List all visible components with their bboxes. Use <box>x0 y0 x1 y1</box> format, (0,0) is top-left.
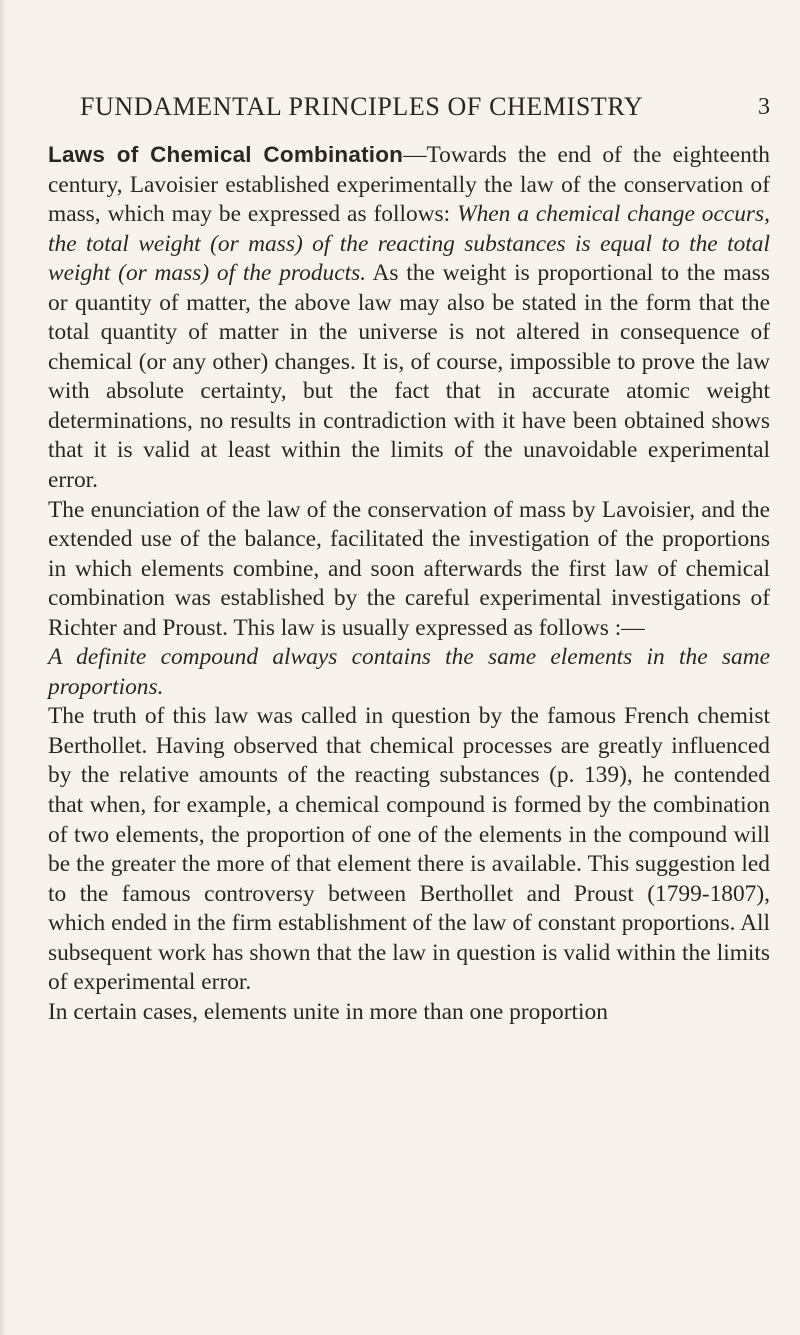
paragraph-conservation-of-mass <box>48 140 770 496</box>
section-heading: Laws of Chemical Combination <box>48 142 404 167</box>
law-statement: or mass <box>217 230 295 257</box>
running-title: FUNDAMENTAL PRINCIPLES OF CHEMISTRY <box>80 92 644 121</box>
binding-shadow <box>0 0 6 1335</box>
law-statement: ) of the reacting substances is equal to the total weight ( <box>48 230 770 287</box>
law-statement: When a chemical change occurs, the total weight ( <box>48 201 770 257</box>
law-statement: ) of the products. <box>201 260 367 287</box>
paragraph-berthollet: The truth of this law was called in question by the famous French chemist Berthollet. Having observed that chemical processes are greatly influenced by the relative amounts of the reacting substances (p. 139), he contended that when, for example, a chemical compound is formed by the combination of two elements, the proportion of one of the elements in the compound will be the greater the more of that element there is available. This suggestion led to the famous controversy between Berthollet and Proust (1799-1807), which ended in the firm establishment of the law of constant proportions. All subsequent work has shown that the law in question is valid within the limits of experimental error. <box>48 703 770 996</box>
paragraph-definite-proportions <box>48 643 770 702</box>
paragraph-multiple-proportions: In certain cases, elements unite in more than one proportion <box>48 998 608 1025</box>
body-text <box>48 140 770 1027</box>
paragraph-enunciation: The enunciation of the law of the conservation of mass by Lavoisier, and the extended use of the balance, facilitated the investigation of the proportions in which elements combine, and soon afterwards the first law of chemical combination was established by the careful experimental investigations of Richter and Proust. This law is usually expressed as follows :— <box>48 496 770 641</box>
page-number: 3 <box>758 94 770 120</box>
paragraph-text: —Towards the end of the eighteenth century, Lavoisier established experimentally the law of the conservation of mass, which may be expressed as follows: <box>48 142 771 228</box>
running-head <box>80 92 770 128</box>
law-statement: A definite compound always contains the same elements in the same proportions. <box>48 644 770 700</box>
law-statement: or mass <box>125 260 202 287</box>
paragraph-text: As the weight is proportional to the mass or quantity of matter, the above law may also be stated in the form that the total quantity of matter in the universe is not altered in consequence of chemical (or any other) changes. It is, of course, impossible to prove the law with absolute certainty, but the fact that in accurate atomic weight determinations, no results in contradiction with it have been obtained shows that it is valid at least within the limits of the unavoidable experimental error. <box>48 260 770 494</box>
